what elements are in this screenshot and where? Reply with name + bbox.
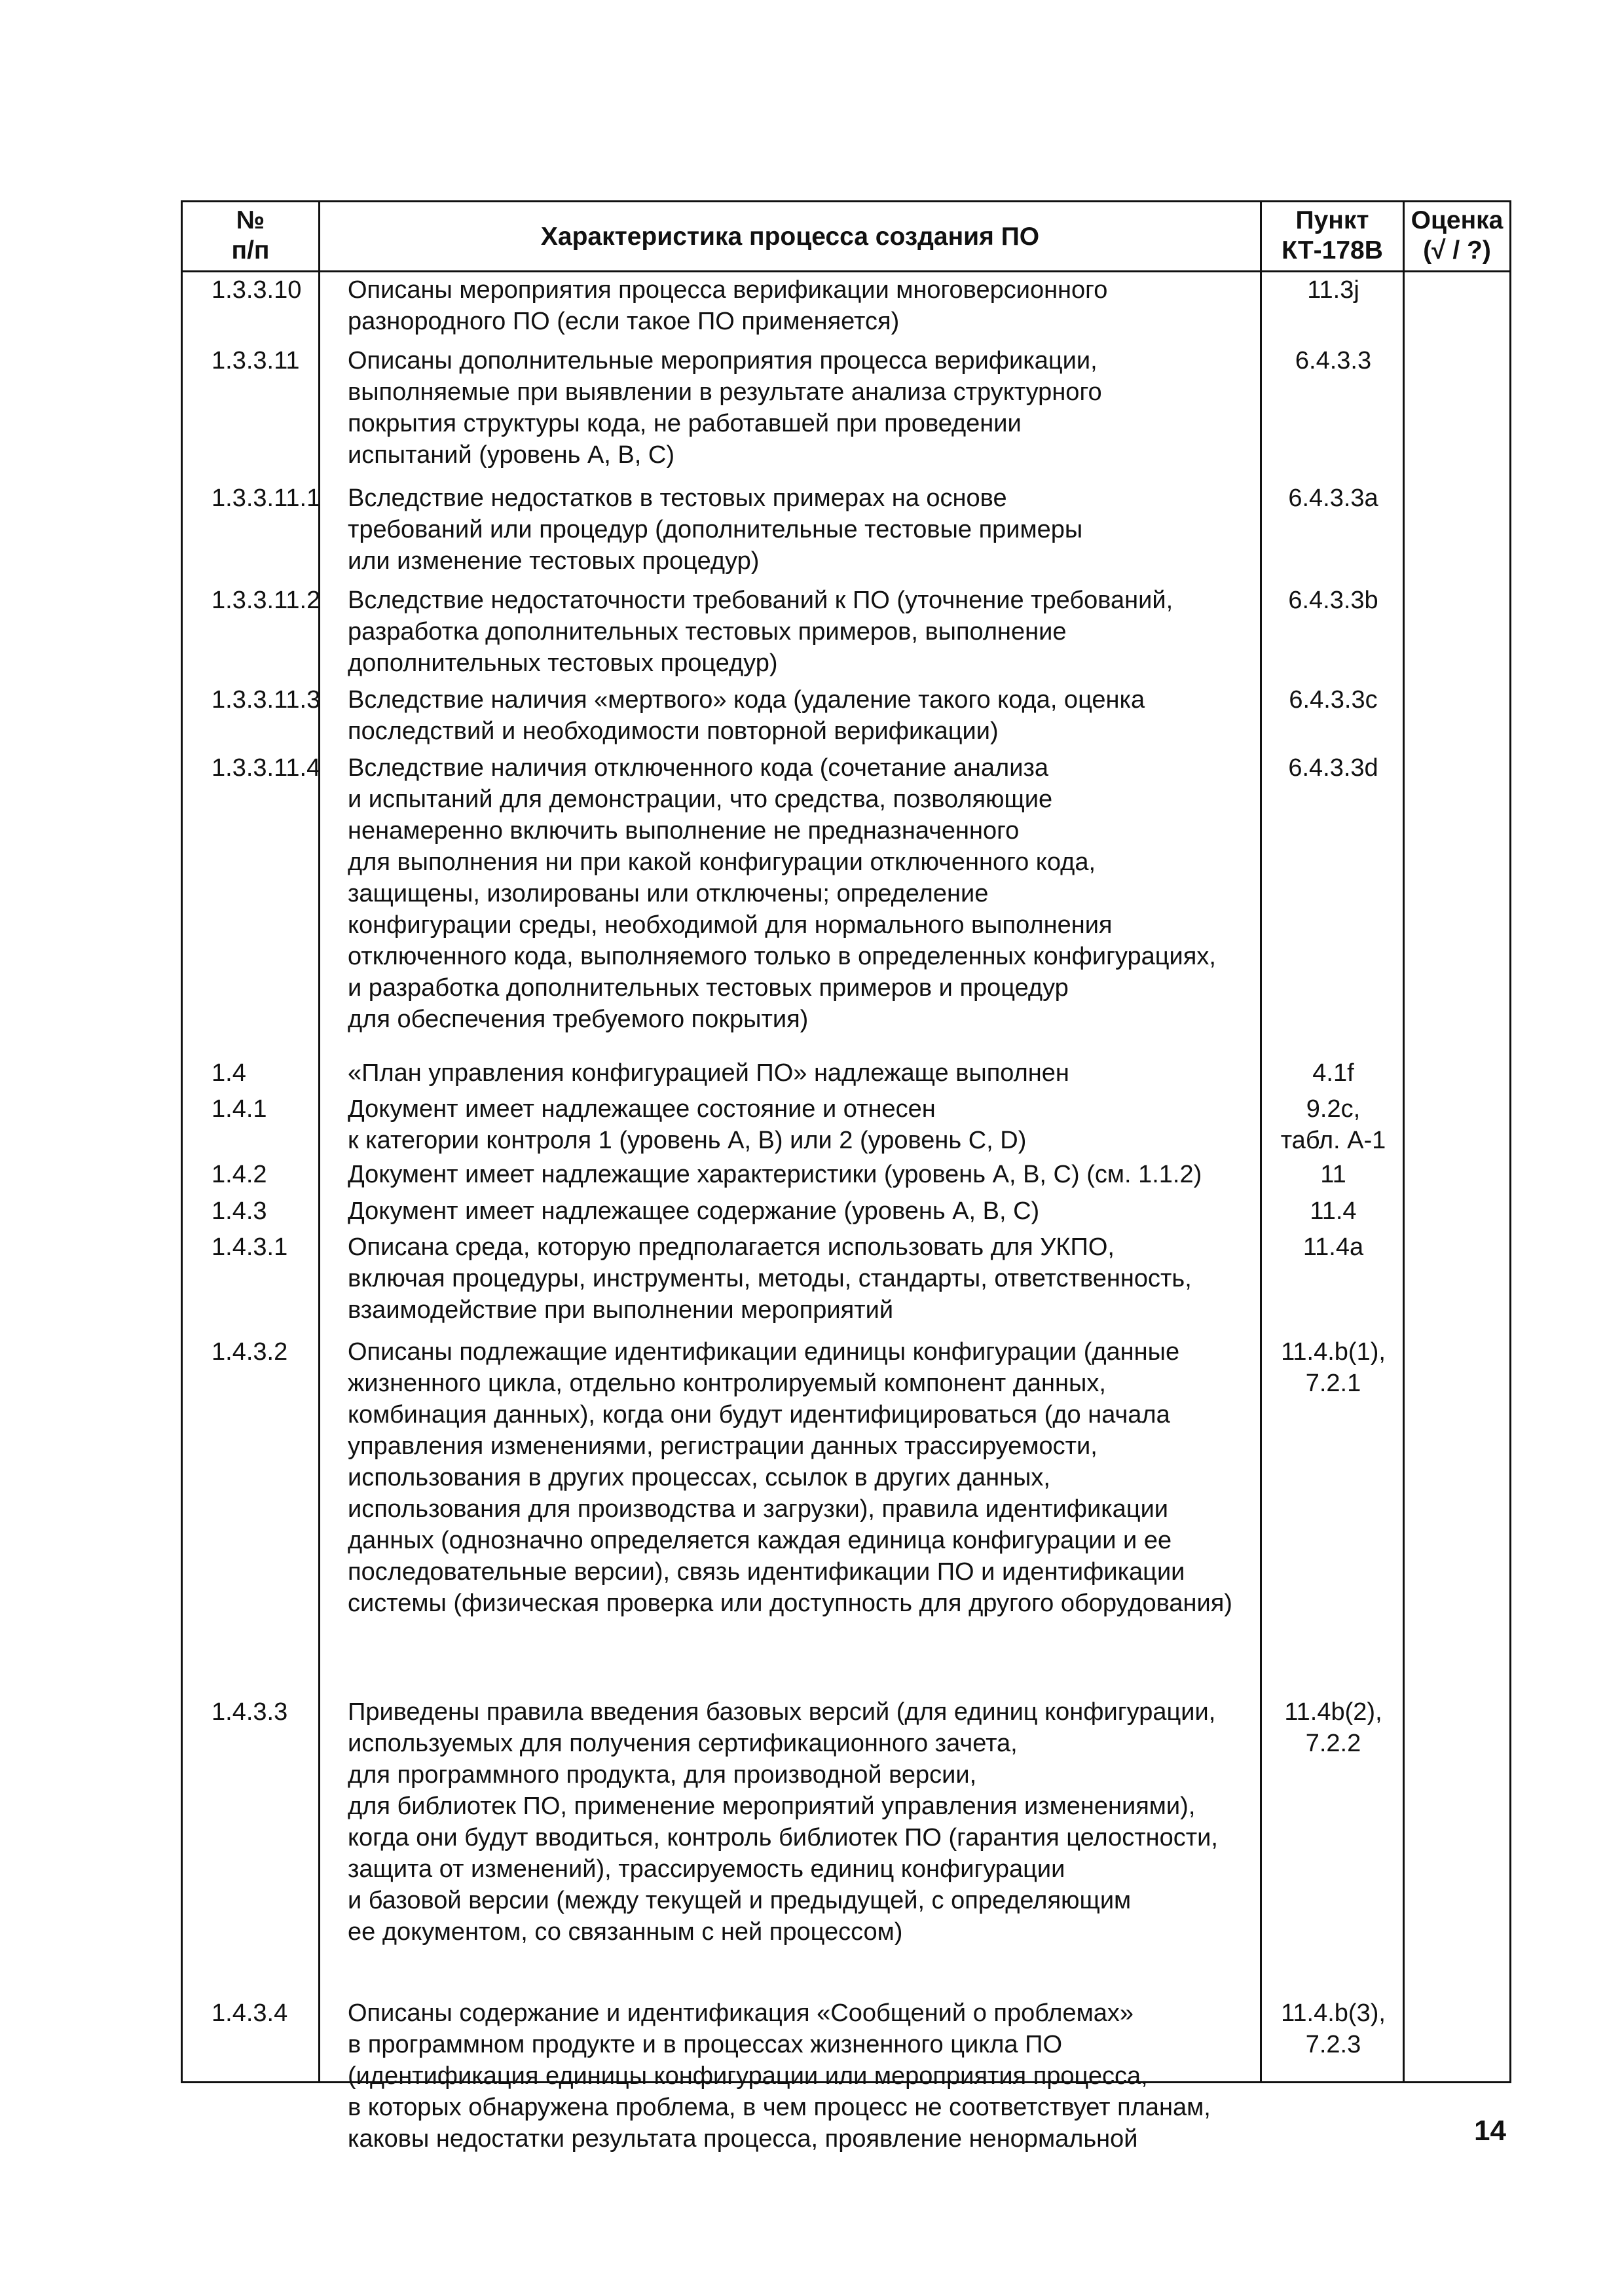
table-row: [183, 1093, 1509, 1156]
row-evaluation: [1405, 1195, 1509, 1227]
row-number: 1.4.3.3: [212, 1698, 288, 1726]
row-number: 1.3.3.10: [212, 276, 302, 304]
row-number: 1.3.3.11.4: [212, 754, 321, 782]
row-reference: 11.4b(2), 7.2.2: [1284, 1698, 1382, 1757]
header-divider: [183, 270, 1509, 272]
row-reference: 6.4.3.3: [1295, 347, 1372, 374]
row-evaluation: [1405, 1231, 1509, 1326]
header-reference: Пункт КТ-178В: [1282, 206, 1383, 264]
row-number: 1.4: [212, 1059, 246, 1087]
row-reference: 6.4.3.3c: [1289, 686, 1378, 714]
row-reference: 4.1f: [1312, 1059, 1354, 1087]
table-row: [183, 1159, 1509, 1190]
row-description: Описаны мероприятия процесса верификации многоверсионного разнородного ПО (если такое ПО применяется): [348, 276, 1108, 335]
row-reference: 11.4.b(3), 7.2.3: [1281, 1999, 1386, 2058]
row-number: 1.3.3.11.2: [212, 587, 321, 614]
table-row: [183, 345, 1509, 471]
row-evaluation: [1405, 585, 1509, 679]
row-evaluation: [1405, 1336, 1509, 1619]
header-description: Характеристика процесса создания ПО: [540, 223, 1040, 251]
row-reference: 11.3j: [1307, 276, 1359, 304]
table-row: [183, 1057, 1509, 1089]
row-reference: 11.4: [1310, 1197, 1357, 1225]
table-row: [183, 1195, 1509, 1227]
table-row: [183, 483, 1509, 577]
table-row: [183, 1997, 1509, 2155]
row-evaluation: [1405, 684, 1509, 747]
row-evaluation: [1405, 1057, 1509, 1089]
row-evaluation: [1405, 345, 1509, 471]
table-row: [183, 274, 1509, 337]
row-evaluation: [1405, 483, 1509, 577]
row-evaluation: [1405, 1093, 1509, 1156]
table-row: [183, 752, 1509, 1035]
row-description: Вследствие недостатков в тестовых примерах на основе требований или процедур (дополнительные тестовые примеры или изменение тестовых процедур): [348, 484, 1083, 575]
header-evaluation: Оценка (√ / ?): [1411, 206, 1504, 264]
row-description: Документ имеет надлежащие характеристики (уровень А, В, С) (см. 1.1.2): [348, 1161, 1202, 1188]
row-reference: 11: [1320, 1161, 1346, 1188]
requirements-table: [181, 200, 1511, 2153]
row-number: 1.4.3.1: [212, 1233, 288, 1261]
row-number: 1.3.3.11.1: [212, 484, 321, 512]
row-description: Описаны содержание и идентификация «Сообщений о проблемах» в программном продукте и в процессах жизненного цикла ПО (идентификация единицы конфигурации или мероприятия процесса, в которых обнаружена проблема, в чем процесс не соответствует планам, каковы недостатки результата процесса, проявление ненормальной: [348, 1999, 1211, 2153]
row-number: 1.4.3.4: [212, 1999, 288, 2027]
row-description: Документ имеет надлежащее состояние и отнесен к категории контроля 1 (уровень А, В) или 2 (уровень С, D): [348, 1095, 1027, 1154]
row-reference: 6.4.3.3d: [1288, 754, 1378, 782]
row-evaluation: [1405, 1696, 1509, 1948]
row-description: Описана среда, которую предполагается использовать для УКПО, включая процедуры, инструменты, методы, стандарты, ответственность, взаимодействие при выполнении мероприятий: [348, 1233, 1192, 1324]
row-reference: 11.4.b(1), 7.2.1: [1281, 1338, 1386, 1397]
row-description: Вследствие наличия отключенного кода (сочетание анализа и испытаний для демонстрации, что средства, позволяющие ненамеренно включить выполнение не предназначенного для выполнения ни при какой конфигурации отключенного кода, защищены, изолированы или отключены; определение конфигурации среды, необходимой для нормального выполнения отключенного кода, выполняемого только в определенных конфигурациях, и разработка дополнительных тестовых примеров и процедур для обеспечения требуемого покрытия): [348, 754, 1216, 1033]
row-evaluation: [1405, 274, 1509, 337]
row-evaluation: [1405, 752, 1509, 1035]
table-row: [183, 1336, 1509, 1619]
table-row: [183, 684, 1509, 747]
row-reference: 6.4.3.3b: [1288, 587, 1378, 614]
row-number: 1.3.3.11: [212, 347, 300, 374]
row-reference: 9.2c, табл. А-1: [1280, 1095, 1386, 1154]
row-evaluation: [1405, 1159, 1509, 1190]
row-description: Документ имеет надлежащее содержание (уровень А, В, С): [348, 1197, 1040, 1225]
header-number: № п/п: [231, 206, 270, 264]
table-row: [183, 1696, 1509, 1948]
row-description: Вследствие наличия «мертвого» кода (удаление такого кода, оценка последствий и необходимости повторной верификации): [348, 686, 1145, 745]
row-number: 1.4.2: [212, 1161, 267, 1188]
page-number: 14: [1474, 2115, 1506, 2147]
row-description: «План управления конфигурацией ПО» надлежаще выполнен: [348, 1059, 1069, 1087]
table-row: [183, 1231, 1509, 1326]
row-reference: 11.4a: [1302, 1233, 1364, 1261]
row-number: 1.4.3: [212, 1197, 267, 1225]
row-number: 1.4.1: [212, 1095, 267, 1123]
row-number: 1.3.3.11.3: [212, 686, 321, 714]
row-description: Приведены правила введения базовых версий (для единиц конфигурации, используемых для получения сертификационного зачета, для программного продукта, для производной версии, для библиотек ПО, применение мероприятий управления изменениями), когда они будут вводиться, контроль библиотек ПО (гарантия целостности, защита от изменений), трассируемость единиц конфигурации и базовой версии (между текущей и предыдущей, с определяющим ее документом, со связанным с ней процессом): [348, 1698, 1218, 1946]
row-number: 1.4.3.2: [212, 1338, 288, 1366]
row-description: Описаны подлежащие идентификации единицы конфигурации (данные жизненного цикла, отдельно контролируемый компонент данных, комбинация данных), когда они будут идентифицироваться (до начала управления изменениями, регистрации данных трассируемости, использования в других процессах, ссылок в других данных, использования для производства и загрузки), правила идентификации данных (однозначно определяется каждая единица конфигурации и ее последовательные версии), связь идентификации ПО и идентификации системы (физическая проверка или доступность для другого оборудования): [348, 1338, 1232, 1617]
row-reference: 6.4.3.3a: [1288, 484, 1378, 512]
row-description: Описаны дополнительные мероприятия процесса верификации, выполняемые при выявлении в результате анализа структурного покрытия структуры кода, не работавшей при проведении испытаний (уровень А, В, С): [348, 347, 1102, 469]
table-row: [183, 585, 1509, 679]
row-description: Вследствие недостаточности требований к ПО (уточнение требований, разработка дополнительных тестовых примеров, выполнение дополнительных тестовых процедур): [348, 587, 1173, 677]
